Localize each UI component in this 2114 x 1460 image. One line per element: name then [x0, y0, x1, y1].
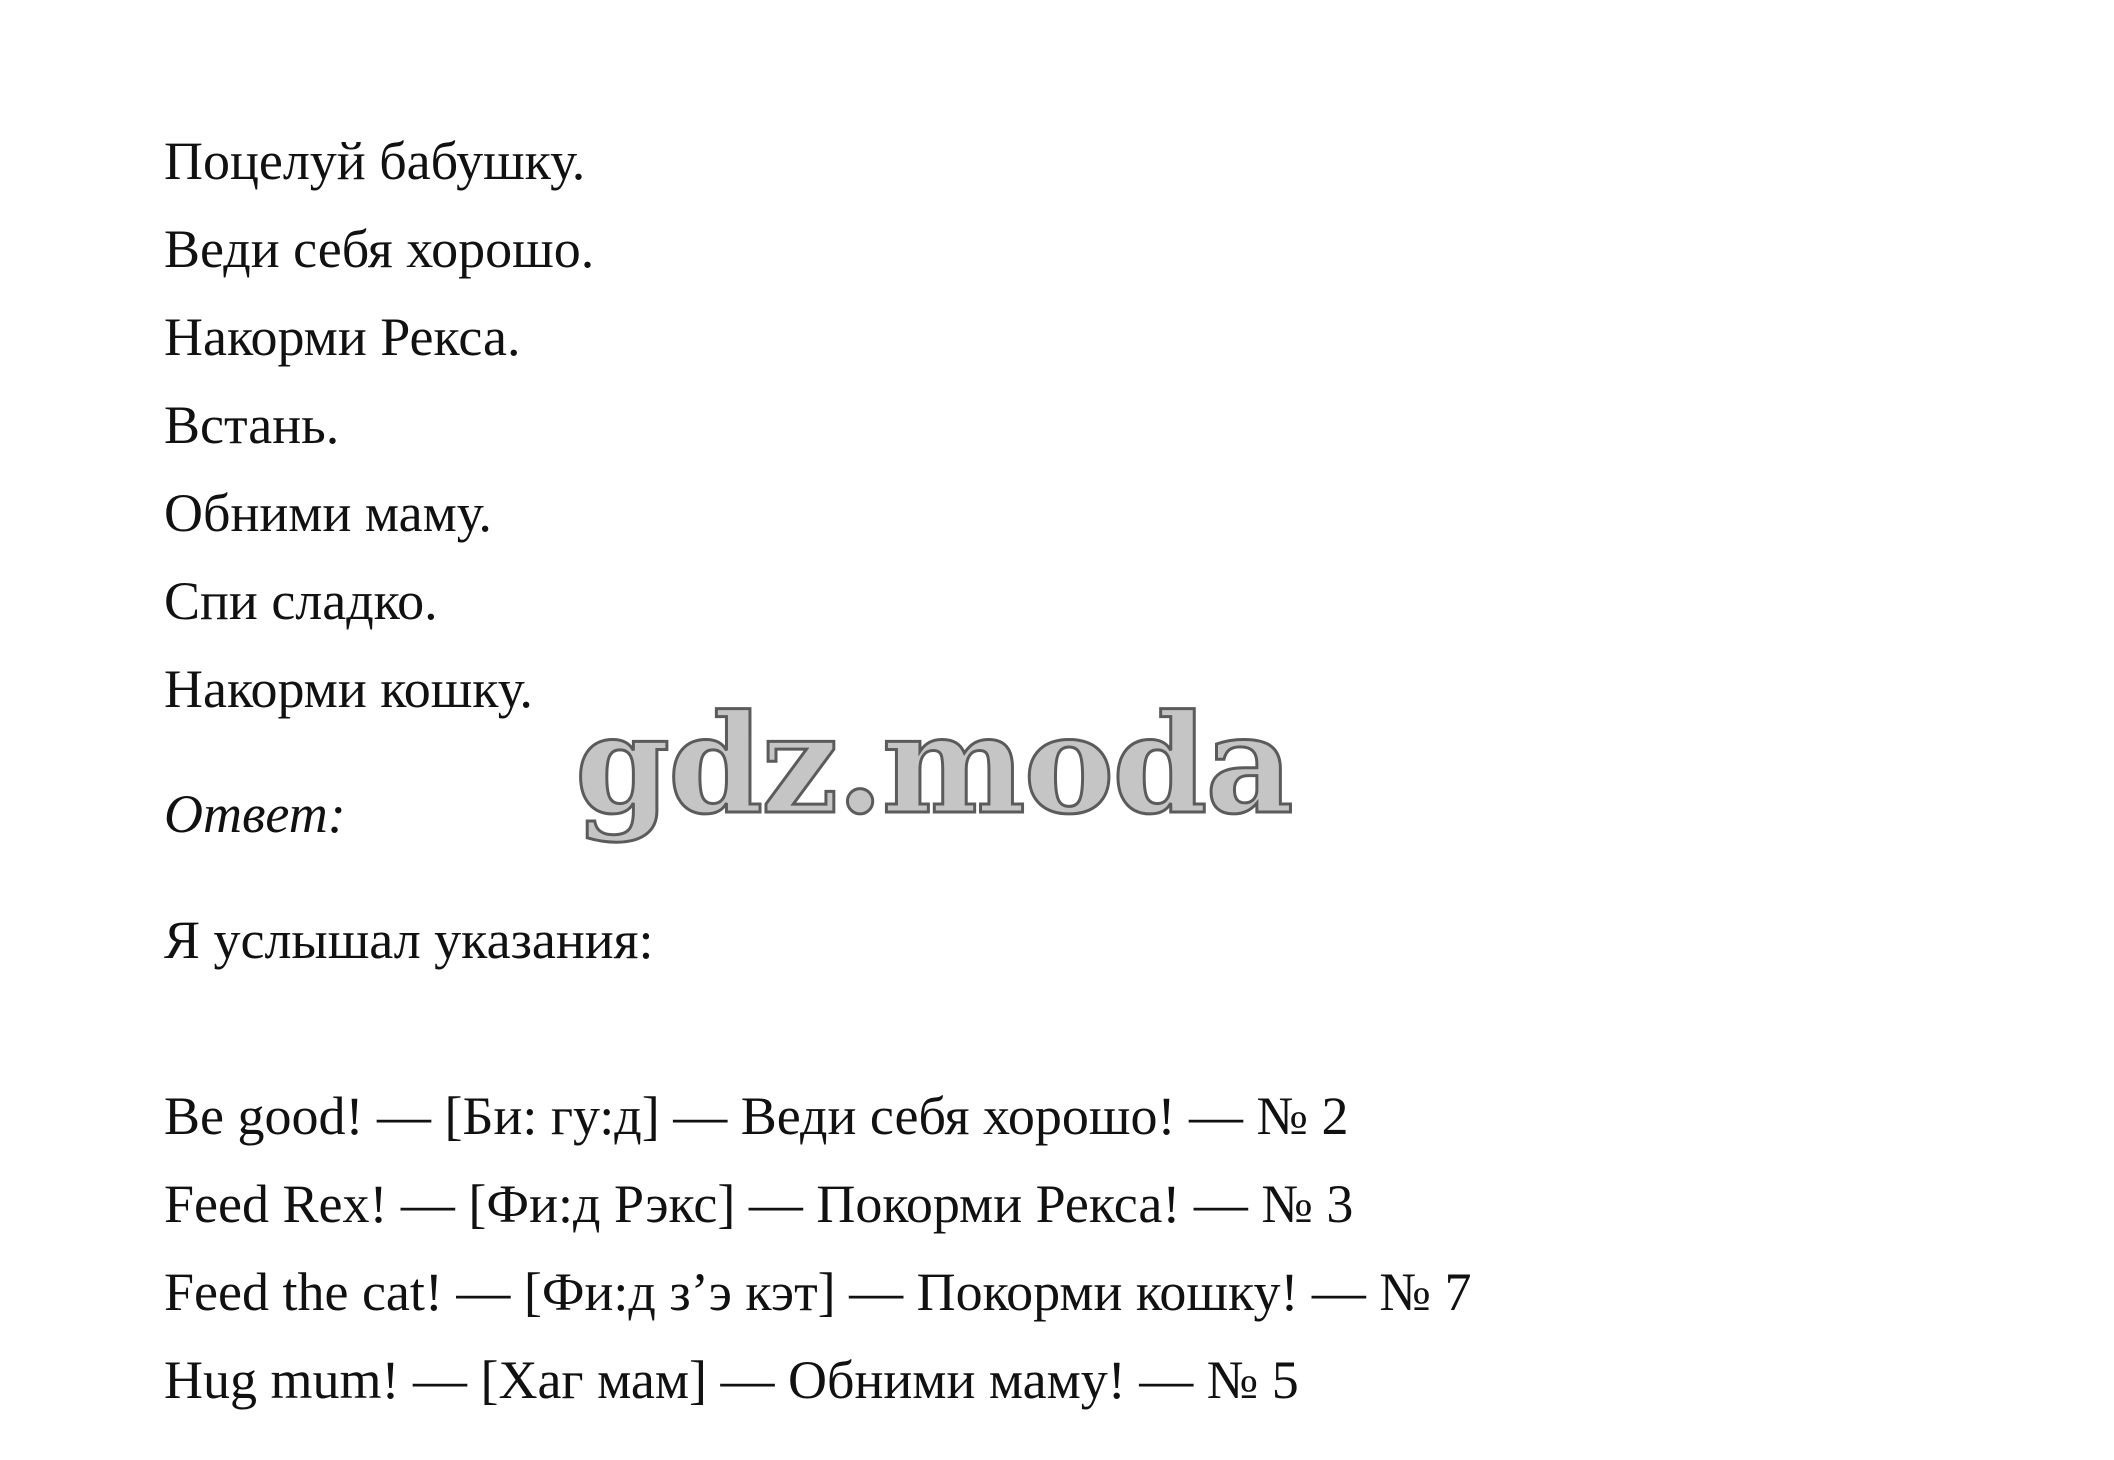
answer-label: Ответ: — [164, 784, 346, 844]
heard-line-3: Feed the cat! — [Фи:д з’э кэт] — Покорми кошку! — № 7 — [164, 1262, 1472, 1322]
heard-line-4: Hug mum! — [Хаг мам] — Обними маму! — № 5 — [164, 1350, 1299, 1410]
answer-intro: Я услышал указания: — [164, 910, 654, 970]
instruction-line-6: Спи сладко. — [164, 571, 438, 631]
watermark-logo: gdz.moda — [575, 685, 1292, 845]
heard-line-1: Be good! — [Би: гу:д] — Веди себя хорошо! — № 2 — [164, 1086, 1349, 1146]
instruction-line-1: Поцелуй бабушку. — [164, 131, 586, 191]
heard-line-2: Feed Rex! — [Фи:д Рэкс] — Покорми Рекса! — № 3 — [164, 1174, 1354, 1234]
instruction-line-3: Накорми Рекса. — [164, 307, 521, 367]
instruction-line-4: Встань. — [164, 395, 340, 455]
instruction-line-7: Накорми кошку. — [164, 659, 533, 719]
instruction-line-2: Веди себя хорошо. — [164, 219, 595, 279]
instruction-line-5: Обними маму. — [164, 483, 492, 543]
